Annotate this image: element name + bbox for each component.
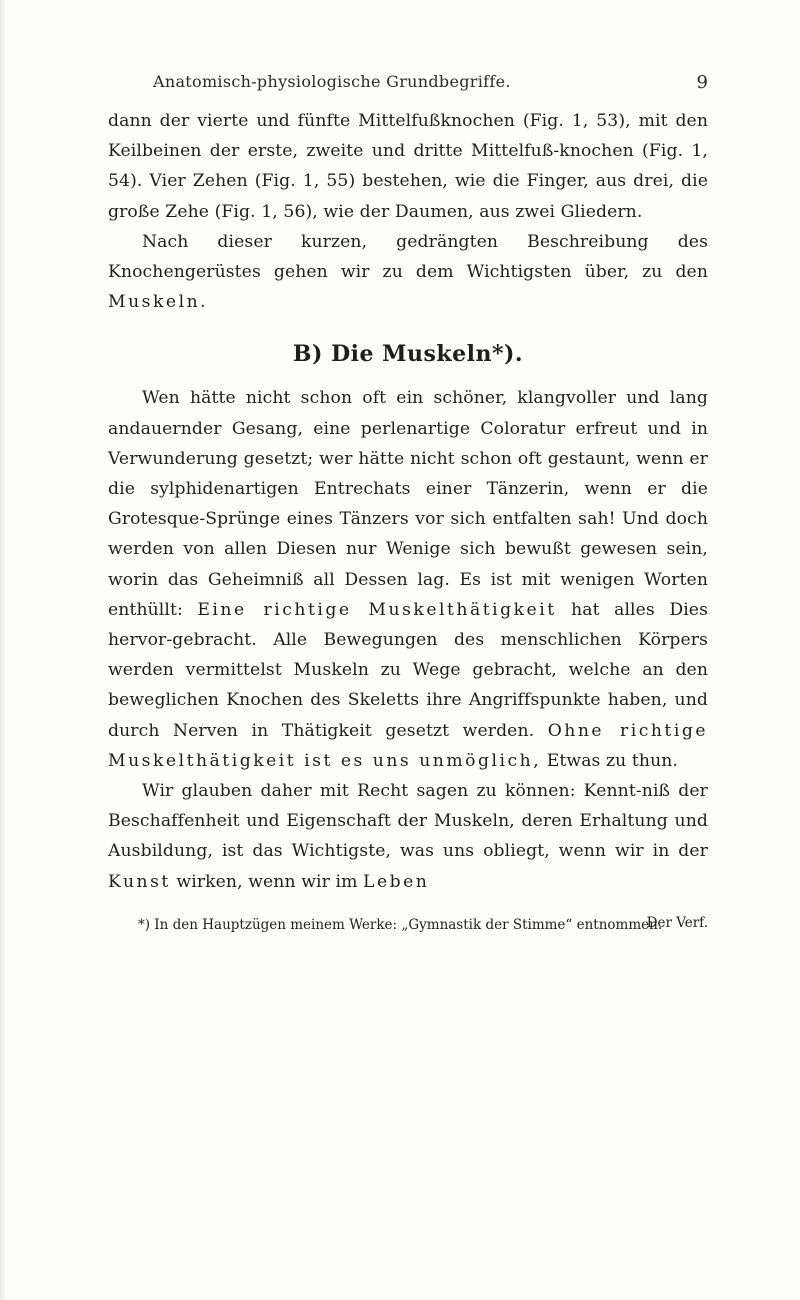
transition-text: Nach dieser kurzen, gedrängten Beschreibung des Knochengerüstes gehen wir zu dem Wichtigsten über, zu den bbox=[108, 231, 708, 283]
paragraph-muscles-intro bbox=[108, 383, 708, 776]
knowledge-text-b: wirken, wenn wir im bbox=[170, 871, 364, 892]
paragraph-transition bbox=[108, 227, 708, 318]
running-head: Anatomisch-physiologische Grundbegriffe. bbox=[153, 72, 511, 91]
page-number: 9 bbox=[696, 72, 708, 93]
emphasis-muscle-activity: Eine richtige Muskelthätigkeit bbox=[197, 599, 557, 620]
emphasis-life: Leben bbox=[363, 871, 430, 892]
knowledge-text-a: Wir glauben daher mit Recht sagen zu können: Kennt-niß der Beschaffenheit und Eigenschaft der Muskeln, deren Erhaltung und Ausbildung, ist das Wichtigste, was uns obliegt, wenn wir in der bbox=[108, 781, 708, 862]
page-header bbox=[108, 72, 708, 106]
intro-text-b: hat alles Dies hervor-gebracht. Alle Bewegungen des menschlichen Körpers werden vermittelst Muskeln zu Wege gebracht, welche an den beweglichen Knochen des Skeletts ihre Angriffspunkte haben, und durch Nerven in Thätigkeit gesetzt werden. bbox=[108, 599, 708, 741]
paragraph-bones-end: dann der vierte und fünfte Mittelfußknochen (Fig. 1, 53), mit den Keilbeinen der erste, zweite und dritte Mittelfuß-knochen (Fig. 1, 54). Vier Zehen (Fig. 1, 55) bestehen, wie die Finger, aus drei, die große Zehe (Fig. 1, 56), wie der Daumen, aus zwei Gliedern. bbox=[108, 111, 708, 222]
intro-text-a: Wen hätte nicht schon oft ein schöner, klangvoller und lang andauernder Gesang, eine perlenartige Coloratur erfreut und in Verwunderung gesetzt; wer hätte nicht schon oft gestaunt, wenn er die sylphidenartigen Entrechats einer Tänzerin, wenn er die Grotesque-Sprünge eines Tänzers vor sich entfalten sah! Und doch werden von allen Diesen nur Wenige sich bewußt gewesen sein, worin das Geheimniß all Dessen lag. Es ist mit wenigen Worten enthüllt: bbox=[108, 388, 708, 620]
muscles-emphasis: Muskeln. bbox=[108, 292, 209, 313]
footnote-signature: Der Verf. bbox=[646, 914, 708, 931]
page-edge-shadow bbox=[0, 0, 6, 1300]
section-heading: B) Die Muskeln*). bbox=[292, 341, 524, 368]
book-page bbox=[108, 72, 708, 931]
footnote: *) In den Hauptzügen meinem Werke: „Gymnastik der Stimme“ entnommen. bbox=[138, 916, 663, 933]
page-body bbox=[108, 106, 708, 897]
emphasis-art: Kunst bbox=[108, 871, 171, 892]
intro-text-c: Etwas zu thun. bbox=[541, 750, 678, 771]
emphasis-without-activity: Ohne richtige Muskelthätigkeit ist es uns unmöglich, bbox=[108, 720, 708, 771]
paragraph-knowledge bbox=[108, 776, 708, 897]
